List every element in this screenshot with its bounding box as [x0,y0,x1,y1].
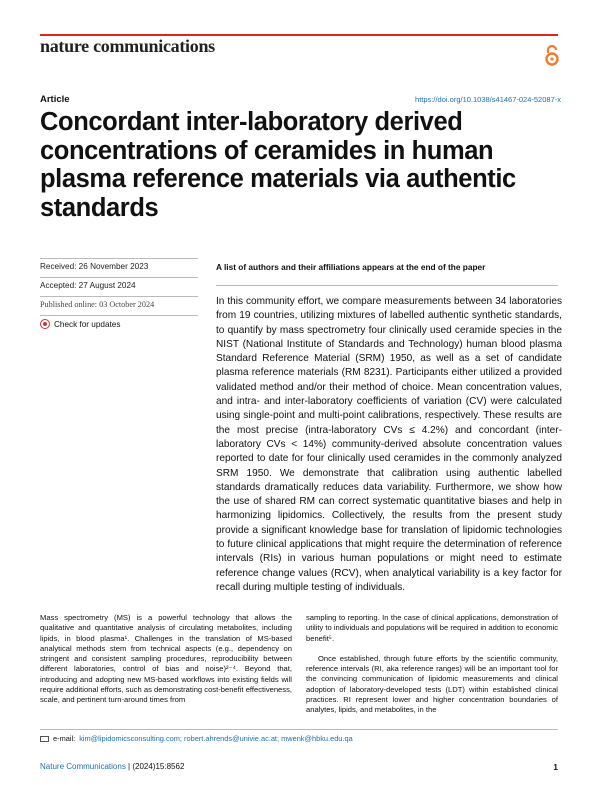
authors-note: A list of authors and their affiliations appears at the end of the paper [216,262,486,272]
journal-ref[interactable]: Nature Communications [40,762,126,771]
body-column-left: Mass spectrometry (MS) is a powerful technology that allows the qualitative and quantitative analysis of circulating metabolites, including lipids, in blood plasma¹. Challenges in the translation of MS-based analytical methods stem from technical aspects (e.g., dependency on stringent and consistent sampling procedures, reproducibility between different laboratories, control of bias and noise)²⁻⁴. Beyond that, introducing and adopting new MS-based workflows into existing fields will require additional efforts, such as demonstrating cost-benefit effectiveness, scale, and pertinent turn-around times from [40,613,292,705]
divider [40,296,198,297]
page-number: 1 [553,762,558,772]
divider [40,277,198,278]
abstract: In this community effort, we compare measurements between 34 laboratories from 19 countries, utilizing mixtures of labelled authentic synthetic standards, to quantify by mass spectrometry four clinically used ceramide species in the NIST (National Institute of Standards and Technology) human blood plasma Standard Reference Material (SRM) 1950, as well as a set of candidate plasma reference materials (RM 8231). Participants either utilized a provided validated method and/or their method of choice. Mean concentration values, and intra- and inter-laboratory coefficients of variation (CV) were calculated using single-point and multi-point calibrations, respectively. These results are the most precise (intra-laboratory CVs ≤ 4.2%) and concordant (inter-laboratory CVs < 14%) community-derived absolute concentration values reported to date for four clinically used ceramides in the commonly analyzed SRM 1950. We demonstrate that calibration using authentic labelled standards dramatically reduces data variability. Furthermore, we show how the use of shared RM can correct systematic quantitative biases and help in harmonizing lipidomics. Collectively, the results from the present study provide a significant knowledge base for translation of lipidomic technologies to future clinical applications that might require the determination of reference intervals (RIs) in various human populations or might need to estimate reference change values (RCV), when analytical variability is a key factor for recall during multiple testing of individuals. [216,296,562,593]
check-updates-label: Check for updates [54,319,121,329]
email-label: e-mail: [53,734,76,743]
journal-name: nature communications [40,36,215,56]
paragraph: sampling to reporting. In the case of clinical applications, demonstration of utility to individuals and populations will be required in addition to economic benefit⁵. [306,613,559,643]
footer-citation [40,762,184,771]
body-column-right [306,613,558,716]
article-type: Article [40,94,70,105]
citation: | (2024)15:8562 [128,762,185,771]
divider [40,258,198,259]
email-line [40,734,353,743]
open-access-icon [543,44,561,66]
article-title: Concordant inter-laboratory derived concentrations of ceramides in human plasma reference materials via authentic standards [40,108,516,222]
envelope-icon [40,736,49,742]
paragraph: Once established, through future efforts by the scientific community, reference intervals (RI, aka reference ranges) will be an important tool for the convincing communication of lipidomic measurements and clinical adoption of laboratory-developed tests (LDT) within established clinical practices. RI represent lower and higher concentration boundaries of analytes, lipids, and metabolites, in the [306,653,558,715]
received-date: Received: 26 November 2023 [40,262,149,271]
email-addresses[interactable]: kim@lipidomicsconsulting.com; robert.ahrends@univie.ac.at; mwenk@hbku.edu.qa [79,734,353,743]
accepted-date: Accepted: 27 August 2024 [40,281,136,290]
doi-link[interactable]: https://doi.org/10.1038/s41467-024-52087-x [415,95,561,104]
check-updates-icon [40,319,50,329]
divider [216,285,558,286]
divider [40,315,198,316]
footer-rule [40,729,558,730]
published-date: Published online: 03 October 2024 [40,300,155,309]
check-for-updates-button[interactable] [40,319,120,329]
